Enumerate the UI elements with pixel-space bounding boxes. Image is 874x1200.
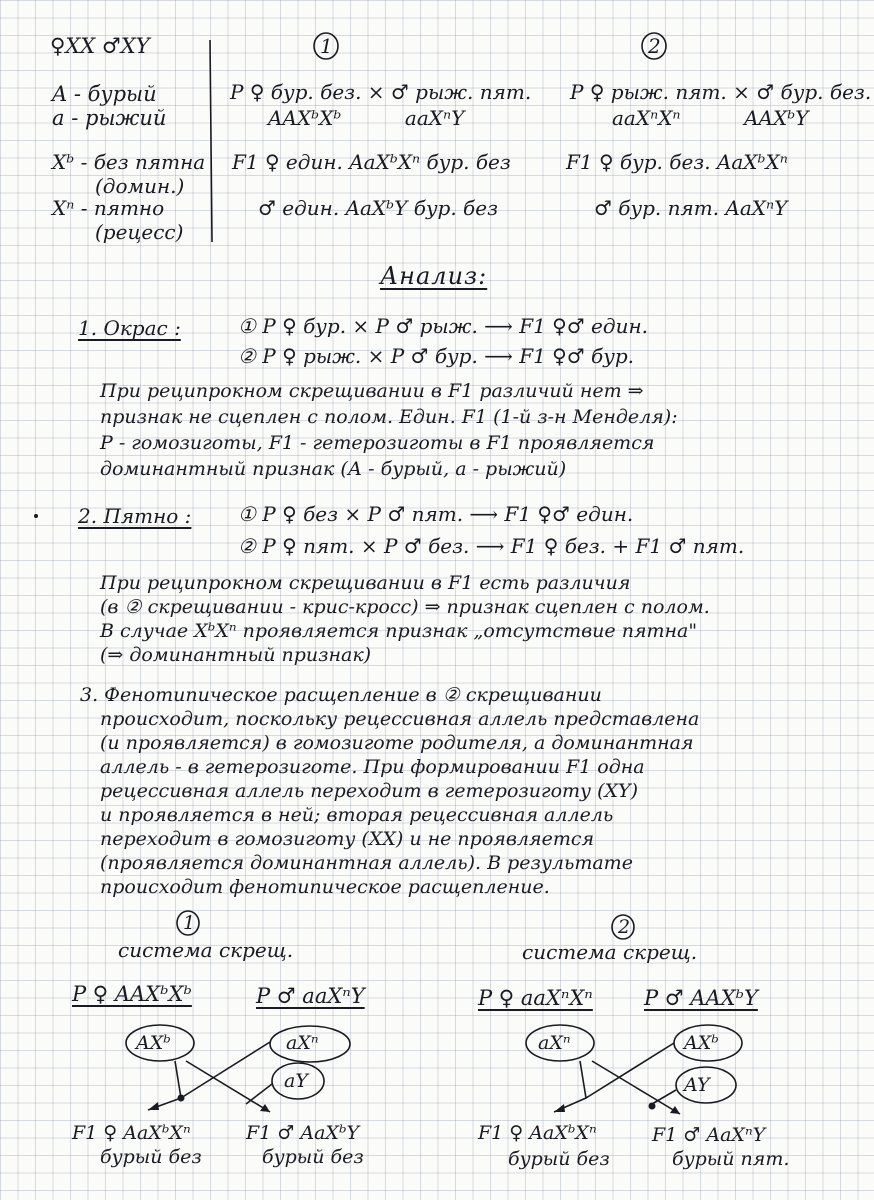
scheme1-f1-female: F1 ♀ AaXᵇXⁿ (72, 1122, 191, 1144)
analysis-item1-label: 1. Окрас : (78, 316, 181, 340)
cross1-number: 1 (320, 34, 333, 58)
scheme2-arrow-4 (652, 1090, 676, 1104)
allele-a-dominant: A - бурый (52, 82, 157, 106)
scheme2-arrow-2 (586, 1043, 674, 1098)
analysis-item1-line2: ② P ♀ рыж. × P ♂ бур. ⟶ F1 ♀♂ бур. (238, 344, 635, 368)
allele-x-b-note: (домин.) (95, 174, 185, 198)
analysis-item2-label: 2. Пятно : (78, 504, 192, 528)
cross2-number-circle (642, 33, 666, 59)
scheme2-f1-female: F1 ♀ AaXᵇXⁿ (478, 1122, 597, 1144)
scheme2-parent-female: P ♀ aaXⁿXⁿ (478, 986, 593, 1010)
scheme1-gamete-female-circle (126, 1025, 194, 1061)
scheme1-pheno-male: бурый без (262, 1146, 364, 1168)
scheme1-parent-male: P ♂ aaXⁿY (256, 984, 365, 1008)
scheme1-gamete-male-1: aXⁿ (286, 1032, 319, 1054)
header-divider (210, 40, 212, 242)
analysis-item1-text-3: P - гомозиготы, F1 - гетерозиготы в F1 проявляется (100, 432, 655, 454)
cross1-parent-genotypes: AAXᵇXᵇ aaXⁿY (268, 106, 465, 130)
scheme1-gamete-male1-circle (270, 1026, 350, 1062)
scheme2-parent-male: P ♂ AAXᵇY (644, 986, 758, 1010)
cross2-parents: P ♀ рыж. пят. × ♂ бур. без. (570, 80, 872, 104)
analysis-item3-text-5: рецессивная аллель переходит в гетерозиготу (XY) (100, 780, 638, 802)
cross2-number: 2 (648, 34, 661, 58)
scheme2-number: 2 (618, 916, 631, 938)
analysis-item2-text-4: (⇒ доминантный признак) (100, 644, 372, 666)
allele-x-b: Xᵇ - без пятна (52, 150, 206, 174)
cross2-parent-genotypes: aaXⁿXⁿ AAXᵇY (612, 106, 809, 130)
scheme2-gamete-male2-circle (676, 1067, 736, 1103)
analysis-item1-text-1: При реципрокном скрещивании в F1 различий нет ⇒ (100, 380, 644, 402)
analysis-item2-line2: ② P ♀ пят. × P ♂ без. ⟶ F1 ♀ без. + F1 ♂ пят. (238, 534, 745, 558)
cross2-f1-female: F1 ♀ бур. без. AaXᵇXⁿ (566, 150, 788, 174)
scheme1-title: система скрещ. (118, 938, 294, 962)
scheme1-parent-female: P ♀ AAXᵇXᵇ (72, 982, 192, 1006)
scheme2-number-circle (612, 915, 634, 939)
scheme1-pheno-female: бурый без (100, 1146, 202, 1168)
cross1-f1-male: ♂ един. AaXᵇY бур. без (258, 196, 499, 220)
scheme2-pheno-male: бурый пят. (672, 1148, 790, 1170)
cross1-f1-female: F1 ♀ един. AaXᵇXⁿ бур. без (232, 150, 511, 174)
analysis-item1-text-2: признак не сцеплен с полом. Един. F1 (1-й з-н Менделя): (100, 406, 678, 428)
sex-chromosomes-line: ♀XX ♂XY (50, 34, 150, 58)
scheme1-arrow-1 (148, 1061, 181, 1110)
scheme2-arrow-3 (592, 1061, 680, 1114)
analysis-item3-text-8: (проявляется доминантная аллель). В результате (100, 852, 633, 874)
scheme1-gamete-female: AXᵇ (136, 1032, 171, 1054)
analysis-item1-line1: ① P ♀ бур. × P ♂ рыж. ⟶ F1 ♀♂ един. (238, 314, 648, 338)
cross2-f1-male: ♂ бур. пят. AaXⁿY (594, 196, 788, 220)
analysis-item3-text-6: и проявляется в ней; вторая рецессивная аллель (100, 804, 614, 826)
analysis-item3-text-2: происходит, поскольку рецессивная аллель представлена (100, 708, 700, 730)
scheme2-gamete-male-1: AXᵇ (684, 1032, 719, 1054)
scheme2-pheno-female: бурый без (508, 1148, 610, 1170)
scheme1-f1-male: F1 ♂ AaXᵇY (246, 1122, 360, 1144)
scheme1-arrow-2 (181, 1042, 270, 1098)
scheme1-gamete-male2-circle (272, 1063, 324, 1099)
analysis-item3-text-7: переходит в гомозиготу (XX) и не проявляется (100, 828, 595, 850)
cross1-parents: P ♀ бур. без. × ♂ рыж. пят. (230, 80, 532, 104)
scheme1-arrow-4 (246, 1084, 272, 1104)
scheme1-gamete-male-2: aY (284, 1070, 308, 1092)
analysis-item2-text-1: При реципрокном скрещивании в F1 есть различия (100, 572, 631, 594)
analysis-item3-text-3: (и проявляется) в гомозиготе родителя, а доминантная (100, 732, 694, 754)
scheme2-gamete-male-2: AY (684, 1074, 710, 1096)
scheme1-cross-dot (178, 1095, 185, 1102)
margin-mark (34, 514, 38, 518)
allele-x-n-note: (рецесс) (95, 220, 184, 244)
scheme2-gamete-male1-circle (674, 1025, 742, 1061)
scheme2-gamete-female-circle (526, 1025, 594, 1061)
allele-a-recessive: а - рыжий (52, 106, 167, 130)
analysis-item2-text-2: (в ② скрещивании - криc-кросс) ⇒ признак сцеплен с полом. (100, 596, 710, 618)
scheme2-f1-male: F1 ♂ AaXⁿY (652, 1124, 766, 1146)
analysis-item3-text-9: происходит фенотипическое расщепление. (100, 876, 550, 898)
scheme2-title: система скрещ. (522, 940, 698, 964)
cross1-number-circle (314, 33, 338, 59)
scheme2-cross-dot (649, 1103, 656, 1110)
analysis-item2-line1: ① P ♀ без × P ♂ пят. ⟶ F1 ♀♂ един. (238, 502, 634, 526)
analysis-title: Анализ: (380, 262, 488, 290)
analysis-item3-text-1: 3. Фенотипическое расщепление в ② скрещивании (80, 684, 602, 706)
analysis-item2-text-3: В случае XᵇXⁿ проявляется признак „отсутствие пятна" (100, 620, 698, 642)
scheme1-number-circle (177, 911, 199, 935)
scheme2-arrow-1 (554, 1061, 586, 1112)
scheme2-gamete-female: aXⁿ (538, 1032, 571, 1054)
analysis-item3-text-4: аллель - в гетерозиготе. При формировании F1 одна (100, 756, 645, 778)
analysis-item1-text-4: доминантный признак (А - бурый, а - рыжий) (100, 458, 567, 480)
scheme1-number: 1 (183, 912, 196, 934)
allele-x-n: Xⁿ - пятно (52, 196, 165, 220)
